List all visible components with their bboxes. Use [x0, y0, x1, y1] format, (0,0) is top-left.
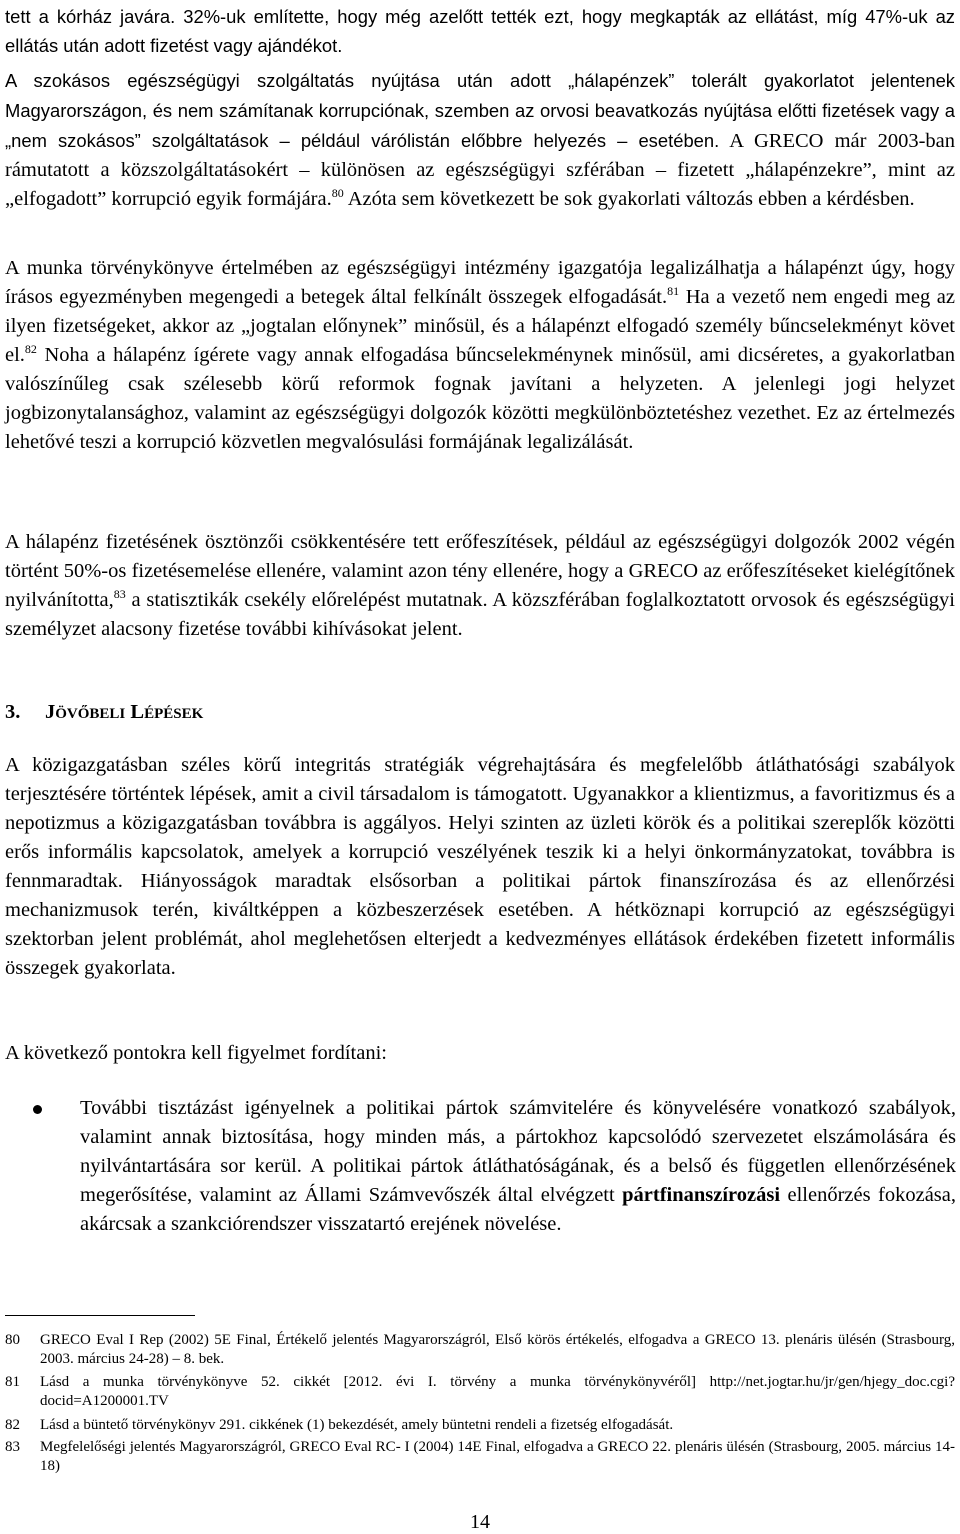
- list-item-bold-text: pártfinanszírozási: [622, 1184, 781, 1206]
- footnote-ref-82[interactable]: 82: [24, 342, 37, 356]
- bullet-icon: [33, 1105, 42, 1114]
- footnote-text: Lásd a büntető törvénykönyv 291. cikkének (1) bekezdését, amely büntetni rendeli a fizetség elfogadását.: [40, 1417, 674, 1433]
- paragraph-text: Ha a vezető nem engedi meg az ilyen fizetségeket, akkor az „jogtalan előnynek” minősül, és a hálapénzt elfogadó személy bűncselekményt követ el.: [5, 286, 955, 366]
- paragraph-continuation: [5, 2, 955, 60]
- paragraph-text: tett a kórház javára. 32%-uk említette, hogy még azelőtt tették ezt, hogy megkapták az ellátást, míg 47%-uk az ellátás után adott fizetést vagy ajándékot.: [5, 6, 955, 56]
- list-item-text: További tisztázást igényelnek a politikai pártok számvitelére és könyvelésére vonatkozó szabályok, valamint annak biztosítása, hogy minden más, a pártokhoz kapcsolódó szervezetet elszámolására és nyilvántartására sor kerül. A politikai pártok átláthatóságának, és a belső és független ellenőrzésének megerősítése, valamint az Állami Számvevőszék által elvégzett: [80, 1097, 956, 1206]
- paragraph-public-administration: [5, 751, 955, 983]
- paragraph-text: A következő pontokra kell figyelmet fordítani:: [5, 1042, 387, 1064]
- footnote-ref-83[interactable]: 83: [113, 587, 126, 601]
- section-heading: [5, 698, 203, 729]
- list-item-text: ellenőrzés fokozása, akárcsak a szankciórendszer visszatartó erejének növelése.: [80, 1184, 956, 1235]
- paragraph-text: A hálapénz fizetésének ösztönzői csökkentésére tett erőfeszítések, például az egészségügyi dolgozók 2002 végén történt 50%-os fizetésemelése ellenére, valamint azon tény ellenére, hogy a GRECO az erőfeszítéseket kielégítőnek nyilvánította,: [5, 531, 955, 611]
- footnote-number: 80: [5, 1332, 20, 1348]
- page-number: 14: [470, 1511, 490, 1533]
- paragraph-text: A közigazgatásban széles körű integritás stratégiák végrehajtására és megfelelőbb átláthatósági szabályok terjesztésére történtek lépések, amit a civil társadalom is támogatott. Ugyanakkor a klientizmus, a favoritizmus és a nepotizmus a közigazgatásban továbbra is aggályos. Helyi szinten az üzleti körök és a politikai szereplők közötti erős informális kapcsolatok, amelyek a korrupció veszélyének teszik ki a helyi önkormányzatokat, továbbra is fennmaradtak. Hiányosságok maradtak elsősorban a politikai pártok finanszírozása és az ellenőrzési mechanizmusok terén, kiváltképpen a közbeszerzések esetében. A hétköznapi korrupció az egészségügyi szektorban jelent problémát, ahol meglehetősen elterjedt a kedvezményes ellátások érdekében fizetett informális összegek gyakorlata.: [5, 754, 955, 979]
- paragraph-text: Noha a hálapénz ígérete vagy annak elfogadása bűncselekménynek minősül, ami dicséretes, a gyakorlatban valószínűleg csak szélesebb körű reformok fognak javítani a helyzeten. A jelenlegi jogi helyzet jogbizonytalansághoz, valamint az egészségügyi dolgozók közötti megkülönböztetéshez vezethet. Ez az értelmezés lehetővé teszi a korrupció közvetlen megvalósulási formájának legalizálását.: [5, 344, 955, 453]
- section-title: JÖVŐBELI LÉPÉSEK: [45, 701, 204, 723]
- paragraph-text: A szokásos egészségügyi szolgáltatás nyújtása után adott „hálapénzek” tolerált gyakorlatot jelentenek Magyarországon, és nem számítanak korrupciónak, szemben az orvosi beavatkozás nyújtása előtti fizetések vagy a „nem szokásos” szolgáltatások – például várólistán előbbre helyezés – esetében.: [5, 70, 955, 151]
- paragraph-halapenz-tolerance: [5, 66, 955, 214]
- list-item: [80, 1094, 956, 1239]
- footnote-separator: [5, 1315, 195, 1316]
- paragraph-text: A GRECO már 2003-ban rámutatott a közszolgáltatásokért – különösen az egészségügyi szférában – fizetett „hálapénzekre”, mint az „elfogadott” korrupció egyik formájára.: [5, 130, 955, 210]
- footnote-number: 81: [5, 1374, 20, 1390]
- paragraph-incentives: [5, 528, 955, 644]
- paragraph-text: A munka törvénykönyve értelmében az egészségügyi intézmény igazgatója legalizálhatja a hálapénzt úgy, hogy írásos egyezményben megengedi a betegek által felkínált összegek elfogadását.: [5, 257, 955, 308]
- paragraph-labour-code: [5, 254, 955, 457]
- footnote-ref-80[interactable]: 80: [331, 186, 344, 200]
- footnote-number: 82: [5, 1417, 20, 1433]
- footnote-ref-81[interactable]: 81: [667, 284, 680, 298]
- section-number: 3.: [5, 701, 21, 723]
- paragraph-text: a statisztikák csekély előrelépést mutatnak. A közszférában foglalkoztatott orvosok és egészségügyi személyzet alacsony fizetése további kihívásokat jelent.: [5, 589, 955, 640]
- footnote-text: GRECO Eval I Rep (2002) 5E Final, Értékelő jelentés Magyarországról, Első körös értékelés, elfogadva a GRECO 13. plenáris ülésén (Strasbourg, 2003. március 24-28) – 8. bek.: [40, 1332, 955, 1367]
- paragraph-attention-points: [5, 1039, 955, 1068]
- footnote-text: Megfelelőségi jelentés Magyarországról, GRECO Eval RC- I (2004) 14E Final, elfogadva a GRECO 22. plenáris ülésén (Strasbourg, 2005. március 14-18): [40, 1439, 955, 1474]
- paragraph-text: Azóta sem következett be sok gyakorlati változás ebben a kérdésben.: [343, 188, 915, 210]
- footnote-number: 83: [5, 1439, 20, 1455]
- footnote-text[interactable]: Lásd a munka törvénykönyve 52. cikkét [2012. évi I. törvény a munka törvénykönyvéről] http://net.jogtar.hu/jr/gen/hjegy_doc.cgi?docid=A1200001.TV: [40, 1374, 955, 1409]
